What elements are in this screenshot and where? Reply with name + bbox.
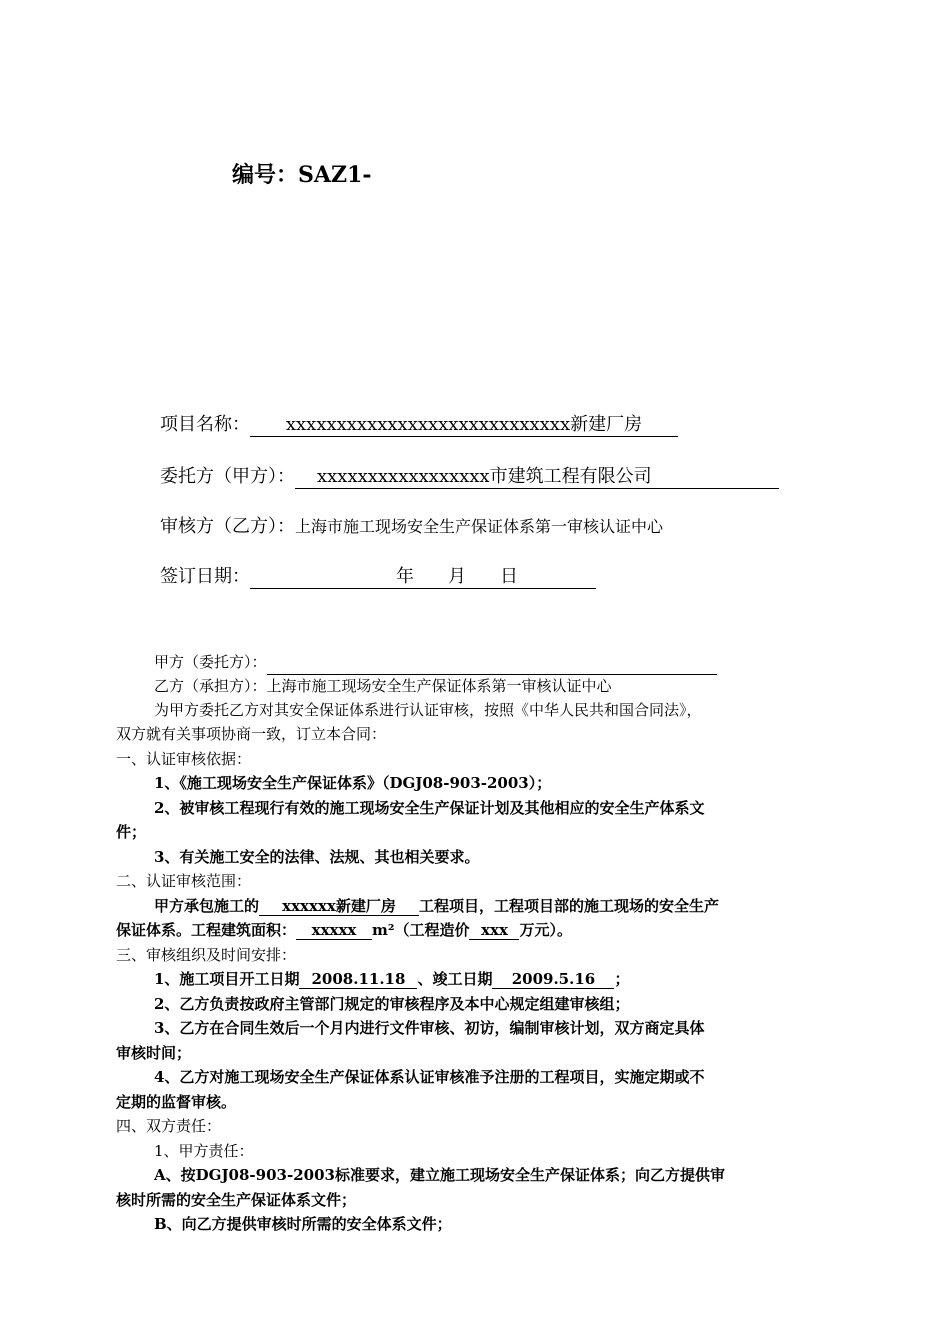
serial-value: SAZ1-	[298, 162, 372, 188]
client-label: 委托方（甲方）：	[160, 466, 295, 487]
section-3-start-date: 2008.11.18	[299, 971, 417, 989]
project-name-field	[160, 410, 678, 437]
intro-line-1: 为甲方委托乙方对其安全保证体系进行认证审核，按照《中华人民共和国合同法》，	[154, 701, 702, 719]
date-month: 月	[448, 566, 466, 587]
section-4-sub-1: 1、甲方责任：	[154, 1142, 254, 1160]
project-name-value: xxxxxxxxxxxxxxxxxxxxxxxxxxxx新建厂房	[250, 415, 678, 437]
section-3-item-3-line-1: 3、乙方在合同生效后一个月内进行文件审核、初访，编制审核计划，双方商定具体	[154, 1019, 705, 1037]
client-value: xxxxxxxxxxxxxxxxx市建筑工程有限公司	[295, 467, 779, 489]
section-2-text-c: 保证体系。工程建筑面积：	[116, 921, 297, 939]
serial-number	[232, 158, 371, 189]
auditor-label: 审核方（乙方）：	[160, 516, 295, 537]
section-1-item-3: 3、有关施工安全的法律、法规、其也相关要求。	[154, 848, 480, 866]
section-2-text-a: 甲方承包施工的	[154, 897, 260, 915]
section-4-item-a-line-1: A、按DGJ08-903-2003标准要求，建立施工现场安全生产保证体系；向乙方提供审	[154, 1166, 725, 1184]
section-2-text-e: 万元）。	[519, 921, 572, 939]
sign-date-label: 签订日期：	[160, 566, 250, 587]
section-3-end-date: 2009.5.16	[492, 971, 614, 989]
section-4-item-a-line-2: 核时所需的安全生产保证体系文件；	[116, 1191, 357, 1209]
serial-label: 编号：	[232, 162, 299, 188]
section-1-item-2-line-1: 2、被审核工程现行有效的施工现场安全生产保证计划及其他相应的安全生产体系文	[154, 799, 705, 817]
party-b-value: 上海市施工现场安全生产保证体系第一审核认证中心	[266, 677, 612, 695]
section-3-item-4-line-1: 4、乙方对施工现场安全生产保证体系认证审核准予注册的工程项目，实施定期或不	[154, 1068, 705, 1086]
section-2-para-line-1	[154, 894, 719, 919]
section-3-title: 三、审核组织及时间安排：	[116, 946, 297, 964]
section-2-project: xxxxxx新建厂房	[259, 898, 419, 916]
section-4-item-b: B、向乙方提供审核时所需的安全体系文件；	[154, 1215, 452, 1233]
section-2-area: xxxxx	[296, 922, 372, 940]
section-3-item-3-line-2: 审核时间；	[116, 1044, 192, 1062]
section-1-item-2-line-2: 件；	[116, 823, 147, 841]
section-4-title: 四、双方责任：	[116, 1117, 222, 1135]
date-year: 年	[396, 566, 414, 587]
sign-date-value	[250, 567, 596, 589]
date-day: 日	[500, 566, 518, 587]
section-3-item-4-line-2: 定期的监督审核。	[116, 1093, 237, 1111]
auditor-value: 上海市施工现场安全生产保证体系第一审核认证中心	[295, 517, 664, 536]
section-3-item-1	[154, 967, 629, 992]
section-3-start-label: 1、施工项目开工日期	[154, 970, 300, 988]
section-1-title: 一、认证审核依据：	[116, 750, 252, 768]
section-1-item-1: 1、《施工现场安全生产保证体系》（DGJ08-903-2003）；	[154, 774, 552, 792]
section-2-text-d: （工程造价	[394, 921, 470, 939]
project-name-label: 项目名称：	[160, 414, 250, 435]
intro-line-2: 双方就有关事项协商一致，订立本合同：	[116, 725, 387, 743]
party-b-line	[154, 674, 612, 699]
section-2-cost: xxx	[469, 922, 519, 940]
section-2-text-b: 工程项目，工程项目部的施工现场的安全生产	[419, 897, 720, 915]
sign-date-field	[160, 562, 596, 589]
section-2-para-line-2	[116, 918, 572, 943]
section-2-area-unit: m²	[372, 921, 395, 939]
section-3-item-2: 2、乙方负责按政府主管部门规定的审核程序及本中心规定组建审核组；	[154, 995, 630, 1013]
section-3-end-label: 、竣工日期	[417, 970, 493, 988]
party-a-label: 甲方（委托方）：	[154, 653, 267, 671]
client-field	[160, 462, 779, 489]
party-b-label: 乙方（承担方）：	[154, 677, 267, 695]
section-2-title: 二、认证审核范围：	[116, 872, 252, 890]
party-a-line	[154, 650, 717, 675]
party-a-blank	[267, 656, 717, 675]
section-3-item-1-end: ；	[614, 970, 630, 988]
auditor-field	[160, 512, 663, 538]
